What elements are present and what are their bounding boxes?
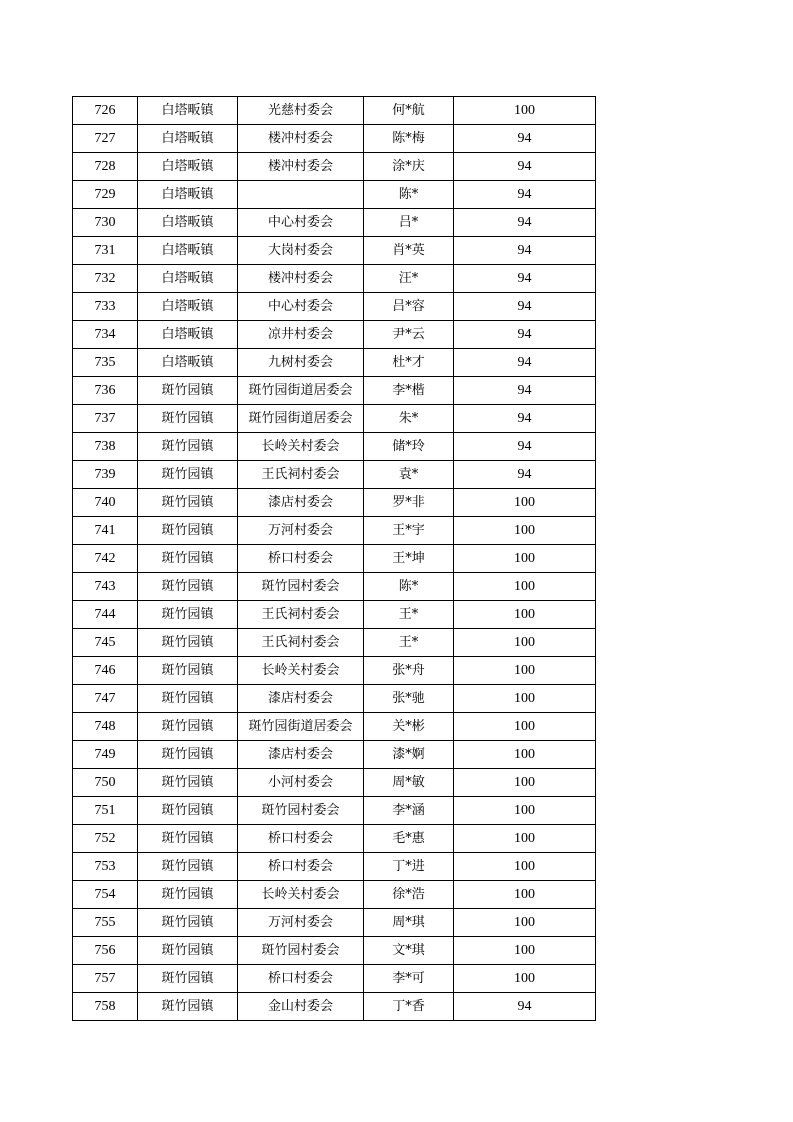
cell-town: 白塔畈镇 [138, 209, 238, 237]
cell-number: 733 [73, 293, 138, 321]
cell-name: 漆*婀 [364, 741, 454, 769]
cell-score: 100 [454, 545, 596, 573]
cell-name: 袁* [364, 461, 454, 489]
cell-score: 94 [454, 377, 596, 405]
cell-number: 744 [73, 601, 138, 629]
cell-name: 陈*梅 [364, 125, 454, 153]
cell-name: 尹*云 [364, 321, 454, 349]
cell-number: 728 [73, 153, 138, 181]
cell-town: 斑竹园镇 [138, 853, 238, 881]
cell-village-committee: 斑竹园村委会 [238, 573, 364, 601]
cell-town: 斑竹园镇 [138, 657, 238, 685]
cell-town: 斑竹园镇 [138, 517, 238, 545]
table-row [73, 853, 596, 881]
cell-name: 朱* [364, 405, 454, 433]
cell-score: 94 [454, 209, 596, 237]
cell-number: 753 [73, 853, 138, 881]
data-table [72, 96, 596, 1021]
cell-number: 750 [73, 769, 138, 797]
cell-score: 100 [454, 769, 596, 797]
cell-town: 斑竹园镇 [138, 909, 238, 937]
cell-village-committee: 金山村委会 [238, 993, 364, 1021]
cell-village-committee [238, 181, 364, 209]
cell-village-committee: 长岭关村委会 [238, 433, 364, 461]
table-row [73, 965, 596, 993]
cell-town: 白塔畈镇 [138, 125, 238, 153]
table-row [73, 405, 596, 433]
cell-town: 斑竹园镇 [138, 797, 238, 825]
cell-score: 94 [454, 993, 596, 1021]
cell-score: 94 [454, 405, 596, 433]
cell-number: 738 [73, 433, 138, 461]
cell-name: 肖*英 [364, 237, 454, 265]
cell-village-committee: 桥口村委会 [238, 853, 364, 881]
cell-village-committee: 桥口村委会 [238, 825, 364, 853]
cell-score: 100 [454, 657, 596, 685]
table-row [73, 881, 596, 909]
table-row [73, 545, 596, 573]
cell-name: 吕* [364, 209, 454, 237]
cell-town: 斑竹园镇 [138, 741, 238, 769]
cell-score: 100 [454, 881, 596, 909]
cell-number: 743 [73, 573, 138, 601]
table-row [73, 797, 596, 825]
cell-town: 白塔畈镇 [138, 181, 238, 209]
cell-village-committee: 中心村委会 [238, 209, 364, 237]
cell-name: 吕*容 [364, 293, 454, 321]
cell-name: 李*楷 [364, 377, 454, 405]
cell-number: 736 [73, 377, 138, 405]
cell-number: 732 [73, 265, 138, 293]
cell-town: 斑竹园镇 [138, 545, 238, 573]
cell-number: 747 [73, 685, 138, 713]
cell-number: 739 [73, 461, 138, 489]
table-row [73, 377, 596, 405]
cell-score: 100 [454, 573, 596, 601]
cell-town: 斑竹园镇 [138, 881, 238, 909]
cell-number: 742 [73, 545, 138, 573]
cell-village-committee: 小河村委会 [238, 769, 364, 797]
table-row [73, 685, 596, 713]
cell-village-committee: 斑竹园村委会 [238, 797, 364, 825]
cell-number: 745 [73, 629, 138, 657]
cell-name: 文*琪 [364, 937, 454, 965]
cell-name: 毛*惠 [364, 825, 454, 853]
cell-name: 丁*进 [364, 853, 454, 881]
cell-score: 94 [454, 321, 596, 349]
cell-score: 100 [454, 741, 596, 769]
table-row [73, 97, 596, 125]
cell-town: 斑竹园镇 [138, 433, 238, 461]
table-row [73, 909, 596, 937]
cell-score: 94 [454, 461, 596, 489]
cell-score: 94 [454, 181, 596, 209]
table-row [73, 741, 596, 769]
cell-score: 100 [454, 965, 596, 993]
cell-town: 白塔畈镇 [138, 293, 238, 321]
cell-village-committee: 斑竹园村委会 [238, 937, 364, 965]
cell-score: 100 [454, 713, 596, 741]
cell-town: 斑竹园镇 [138, 377, 238, 405]
cell-name: 储*玲 [364, 433, 454, 461]
cell-town: 斑竹园镇 [138, 405, 238, 433]
cell-number: 746 [73, 657, 138, 685]
cell-name: 陈* [364, 181, 454, 209]
cell-village-committee: 斑竹园街道居委会 [238, 405, 364, 433]
cell-score: 94 [454, 349, 596, 377]
cell-name: 张*舟 [364, 657, 454, 685]
cell-number: 758 [73, 993, 138, 1021]
cell-village-committee: 斑竹园街道居委会 [238, 713, 364, 741]
cell-score: 100 [454, 797, 596, 825]
cell-village-committee: 大岗村委会 [238, 237, 364, 265]
cell-village-committee: 王氏祠村委会 [238, 461, 364, 489]
table-row [73, 237, 596, 265]
cell-village-committee: 长岭关村委会 [238, 657, 364, 685]
cell-score: 94 [454, 293, 596, 321]
cell-number: 729 [73, 181, 138, 209]
cell-village-committee: 桥口村委会 [238, 545, 364, 573]
table-row [73, 713, 596, 741]
cell-village-committee: 桥口村委会 [238, 965, 364, 993]
cell-town: 斑竹园镇 [138, 769, 238, 797]
cell-name: 汪* [364, 265, 454, 293]
cell-number: 737 [73, 405, 138, 433]
table-row [73, 433, 596, 461]
cell-village-committee: 王氏祠村委会 [238, 601, 364, 629]
cell-town: 白塔畈镇 [138, 321, 238, 349]
table-row [73, 825, 596, 853]
cell-number: 734 [73, 321, 138, 349]
table-row [73, 265, 596, 293]
cell-town: 斑竹园镇 [138, 629, 238, 657]
cell-village-committee: 漆店村委会 [238, 489, 364, 517]
cell-town: 斑竹园镇 [138, 573, 238, 601]
table-body [73, 97, 596, 1021]
cell-number: 730 [73, 209, 138, 237]
cell-number: 741 [73, 517, 138, 545]
cell-name: 丁*香 [364, 993, 454, 1021]
table-row [73, 489, 596, 517]
cell-name: 陈* [364, 573, 454, 601]
cell-name: 周*敏 [364, 769, 454, 797]
cell-village-committee: 漆店村委会 [238, 741, 364, 769]
cell-score: 100 [454, 937, 596, 965]
cell-number: 740 [73, 489, 138, 517]
table-row [73, 601, 596, 629]
cell-town: 斑竹园镇 [138, 937, 238, 965]
cell-village-committee: 光慈村委会 [238, 97, 364, 125]
cell-score: 94 [454, 153, 596, 181]
table-row [73, 657, 596, 685]
cell-score: 100 [454, 601, 596, 629]
cell-village-committee: 长岭关村委会 [238, 881, 364, 909]
cell-number: 757 [73, 965, 138, 993]
cell-number: 731 [73, 237, 138, 265]
cell-name: 何*航 [364, 97, 454, 125]
cell-score: 100 [454, 517, 596, 545]
cell-number: 754 [73, 881, 138, 909]
cell-village-committee: 中心村委会 [238, 293, 364, 321]
table-row [73, 125, 596, 153]
table-row [73, 937, 596, 965]
cell-number: 756 [73, 937, 138, 965]
cell-score: 100 [454, 97, 596, 125]
cell-village-committee: 斑竹园街道居委会 [238, 377, 364, 405]
cell-town: 斑竹园镇 [138, 993, 238, 1021]
cell-village-committee: 楼冲村委会 [238, 265, 364, 293]
cell-number: 749 [73, 741, 138, 769]
cell-number: 752 [73, 825, 138, 853]
cell-town: 斑竹园镇 [138, 685, 238, 713]
cell-name: 王* [364, 629, 454, 657]
cell-town: 白塔畈镇 [138, 265, 238, 293]
cell-town: 白塔畈镇 [138, 237, 238, 265]
cell-name: 杜*才 [364, 349, 454, 377]
cell-village-committee: 凉井村委会 [238, 321, 364, 349]
cell-name: 王*坤 [364, 545, 454, 573]
table-row [73, 181, 596, 209]
cell-name: 王*宇 [364, 517, 454, 545]
table-row [73, 349, 596, 377]
cell-score: 100 [454, 853, 596, 881]
table-row [73, 629, 596, 657]
table-row [73, 573, 596, 601]
cell-name: 李*可 [364, 965, 454, 993]
table-row [73, 153, 596, 181]
cell-town: 斑竹园镇 [138, 825, 238, 853]
cell-number: 726 [73, 97, 138, 125]
table-row [73, 517, 596, 545]
cell-number: 735 [73, 349, 138, 377]
cell-town: 白塔畈镇 [138, 349, 238, 377]
cell-name: 王* [364, 601, 454, 629]
cell-name: 李*涵 [364, 797, 454, 825]
cell-number: 755 [73, 909, 138, 937]
cell-town: 斑竹园镇 [138, 713, 238, 741]
cell-name: 罗*非 [364, 489, 454, 517]
table-row [73, 293, 596, 321]
cell-score: 100 [454, 825, 596, 853]
cell-village-committee: 九树村委会 [238, 349, 364, 377]
cell-score: 94 [454, 125, 596, 153]
cell-score: 100 [454, 629, 596, 657]
cell-village-committee: 楼冲村委会 [238, 153, 364, 181]
table-row [73, 461, 596, 489]
cell-score: 94 [454, 265, 596, 293]
cell-town: 斑竹园镇 [138, 461, 238, 489]
cell-name: 关*彬 [364, 713, 454, 741]
table-row [73, 209, 596, 237]
cell-number: 751 [73, 797, 138, 825]
cell-score: 100 [454, 909, 596, 937]
cell-village-committee: 万河村委会 [238, 517, 364, 545]
cell-name: 徐*浩 [364, 881, 454, 909]
table-row [73, 993, 596, 1021]
table-row [73, 321, 596, 349]
cell-score: 100 [454, 489, 596, 517]
cell-town: 白塔畈镇 [138, 153, 238, 181]
cell-score: 94 [454, 237, 596, 265]
cell-town: 白塔畈镇 [138, 97, 238, 125]
cell-score: 100 [454, 685, 596, 713]
cell-village-committee: 楼冲村委会 [238, 125, 364, 153]
cell-number: 727 [73, 125, 138, 153]
cell-town: 斑竹园镇 [138, 601, 238, 629]
cell-name: 张*驰 [364, 685, 454, 713]
cell-village-committee: 万河村委会 [238, 909, 364, 937]
cell-town: 斑竹园镇 [138, 489, 238, 517]
table-row [73, 769, 596, 797]
cell-name: 周*琪 [364, 909, 454, 937]
cell-score: 94 [454, 433, 596, 461]
cell-town: 斑竹园镇 [138, 965, 238, 993]
cell-village-committee: 漆店村委会 [238, 685, 364, 713]
cell-number: 748 [73, 713, 138, 741]
cell-village-committee: 王氏祠村委会 [238, 629, 364, 657]
cell-name: 涂*庆 [364, 153, 454, 181]
